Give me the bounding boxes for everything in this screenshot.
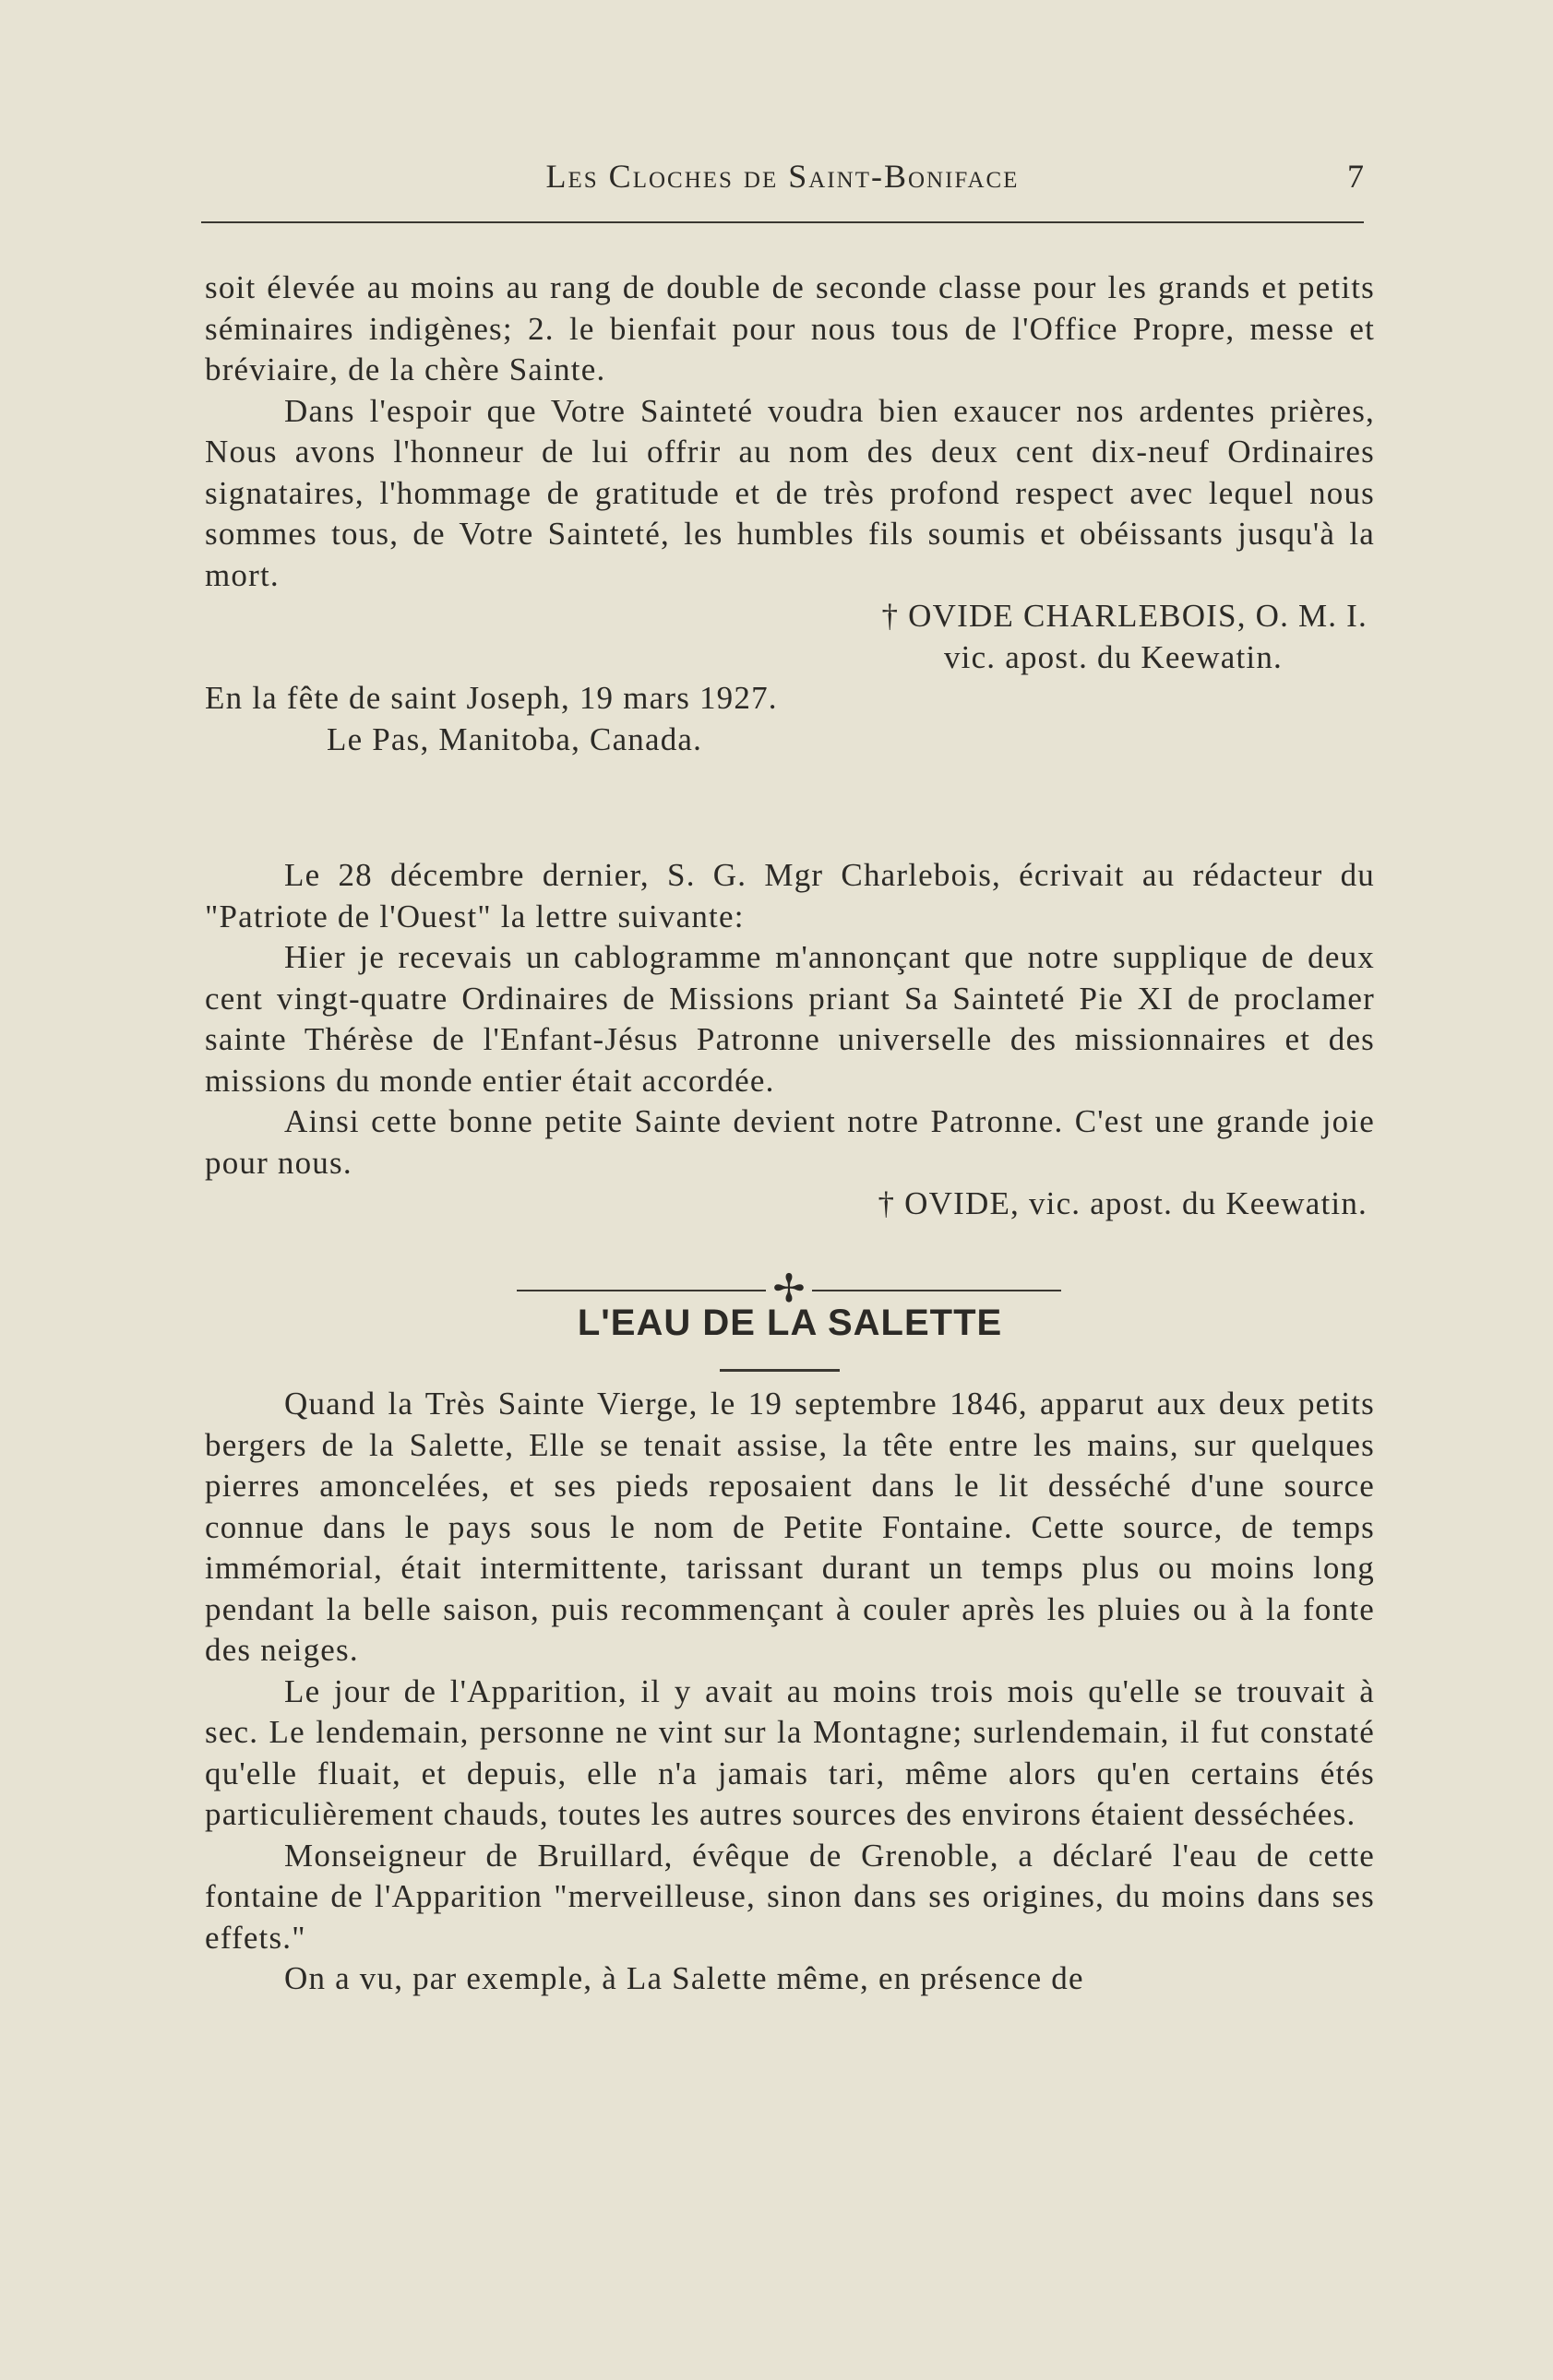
running-title: Les Cloches de Saint-Boniface — [545, 158, 1020, 195]
note-paragraph-2: Hier je recevais un cablogramme m'annonçant que notre supplique de deux cent vingt-quatre Ordinaires de Missions priant Sa Sainteté Pie XI de proclamer sainte Thérèse de l'Enfant-Jésus Patronne universelle des missionnaires et des missions du monde entier était accordée. — [205, 939, 1375, 1099]
page-number: 7 — [1347, 158, 1364, 195]
letter-body — [205, 268, 1375, 760]
ornament-cross-icon: ✢ — [772, 1268, 806, 1311]
letter-paragraph-1: soit élevée au moins au rang de double de seconde classe pour les grands et petits séminaires indigènes; 2. le bienfait pour nous tous de l'Office Propre, messe et bréviaire, de la chère Sainte. — [205, 269, 1375, 387]
section-paragraph-4: On a vu, par exemple, à La Salette même, en présence de — [284, 1960, 1084, 1996]
header-rule — [201, 221, 1364, 223]
note-signature: † OVIDE, vic. apost. du Keewatin. — [878, 1185, 1368, 1221]
section-body — [205, 1384, 1375, 2000]
place-line: Le Pas, Manitoba, Canada. — [327, 720, 703, 757]
signature-name: † OVIDE CHARLEBOIS, O. M. I. — [881, 598, 1368, 634]
ornament-rule-right — [812, 1290, 1061, 1291]
date-line: En la fête de saint Joseph, 19 mars 1927. — [205, 680, 778, 716]
note-paragraph-1: Le 28 décembre dernier, S. G. Mgr Charlebois, écrivait au rédacteur du "Patriote de l'Ouest" la lettre suivante: — [205, 857, 1375, 934]
section-paragraph-3: Monseigneur de Bruillard, évêque de Grenoble, a déclaré l'eau de cette fontaine de l'Apparition "merveilleuse, sinon dans ses origines, du moins dans ses effets." — [205, 1837, 1375, 1956]
signature-title: vic. apost. du Keewatin. — [943, 638, 1283, 675]
section-title-rule — [720, 1369, 840, 1372]
section-paragraph-2: Le jour de l'Apparition, il y avait au moins trois mois qu'elle se trouvait à sec. Le lendemain, personne ne vint sur la Montagne; surlendemain, il fut constaté qu'elle fluait, et depuis, elle n'a jamais tari, même alors qu'en certains étés particulièrement chauds, toutes les autres sources des environs étaient desséchées. — [205, 1672, 1375, 1832]
note-paragraph-3: Ainsi cette bonne petite Sainte devient notre Patronne. C'est une grande joie pour nous. — [205, 1103, 1375, 1181]
running-header — [201, 146, 1364, 201]
letter-paragraph-2: Dans l'espoir que Votre Sainteté voudra bien exaucer nos ardentes prières, Nous avons l'honneur de lui offrir au nom des deux cent dix-neuf Ordinaires signataires, l'hommage de gratitude et de très profond respect avec lequel nous sommes tous, de Votre Sainteté, les humbles fils soumis et obéissants jusqu'à la mort. — [205, 392, 1375, 593]
note-body — [205, 855, 1375, 1225]
section-paragraph-1: Quand la Très Sainte Vierge, le 19 septembre 1846, apparut aux deux petits bergers de la Salette, Elle se tenait assise, la tête entre les mains, sur quelques pierres amoncelées, et ses pieds reposaient dans le lit desséché d'une source connue dans le pays sous le nom de Petite Fontaine. Cette source, de temps immémorial, était intermittente, tarissant durant un temps plus ou moins long pendant la belle saison, puis recommençant à couler après les pluies ou à la fonte des neiges. — [205, 1386, 1375, 1668]
section-title: L'EAU DE LA SALETTE — [577, 1303, 1003, 1343]
